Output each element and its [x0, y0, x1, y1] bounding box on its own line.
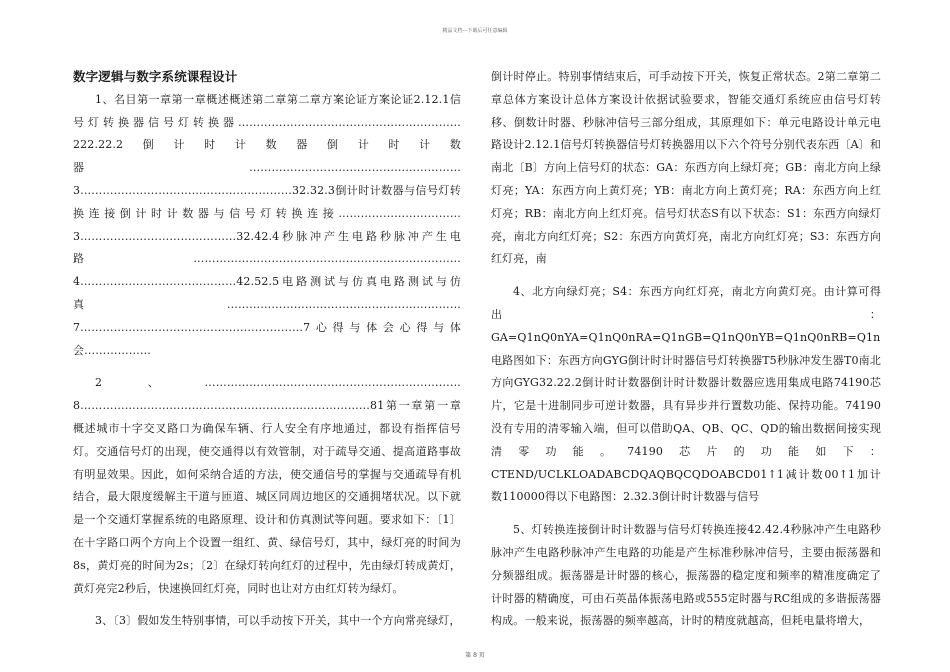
paragraph-5: 5、灯转换连接倒计时计数器与信号灯转换连接42.42.4秒脉冲产生电路秒脉冲产生电路秒脉冲产生电路的功能是产生标准秒脉冲信号，主要由振荡器和分频器组成。振荡器是计时器的核心，振荡器的稳定度和频率的精准度确定了计时器的精确度，可由石英晶体振荡电路或555定时器与RC组成的多谐振荡器构成。一般来说，振荡器的频率越高，计时的精度就越高，但耗电量将增大，	[491, 523, 881, 628]
paragraph-2: 2、……………………………………………………………8……………………………………………………………………81第一章第一章概述城市十字交叉路口为确保车辆、行人安全有序地通过，都设有指挥信号灯。交通信号灯的出现，使交通得以有效管制，对于疏导交通、提高道路事故有明显效果。因此，如何采纳合适的方法，使交通信号的掌握与交通疏导有机结合，最大限度缓解主干道与匝道、城区同周边地区的交通拥堵状况。以下就是一个交通灯掌握系统的电路原理、设计和仿真测试等问题。要求如下：〔1〕在十字路口两个方向上个设置一组红、黄、绿信号灯，其中，绿灯亮的时间为8s，黄灯亮的时间为2s；〔2〕在绿灯转向红灯的过程中，先由绿灯转成黄灯，黄灯亮完2秒后，快速换回红灯亮，同时也让对方由红灯转为绿灯。	[73, 376, 461, 595]
paragraph-4: 4、北方向绿灯亮；S4：东西方向红灯亮，南北方向黄灯亮。由计算可得出：GA=Q1nQ0nYA=Q1nQ0nRA=Q1nGB=Q1nQ0nYB=Q1nQ0nRB=Q1n电路图如下：东西方向GYG倒计时计时器信号灯转换器T5秒脉冲发生器T0南北方向GYG32.22.2倒计时计数器倒计时计数器计数器应选用集成电路74190芯片，它是十进制同步可逆计数器，具有异步并行置数功能、保持功能。74190没有专用的清零输入端，但可以借助QA、QB、QC、QD的输出数据间接实现清零功能。74190芯片的功能如下：CTEND/UCLKLOADABCDQAQBQCQDOABCD01↑1减计数00↑1加计数110000得以下电路图：2.32.3倒计时计数器与信号	[491, 285, 881, 504]
page-header: 精品文档---下载后可任意编辑	[442, 28, 508, 34]
paragraph-3: 3、〔3〕假如发生特别事情，可以手动按下开关，其中一个方向常亮绿灯，	[95, 614, 461, 628]
right-column	[491, 66, 881, 634]
document-title: 数字逻辑与数字系统课程设计	[73, 69, 238, 84]
paragraph-3-continued: 倒计时停止。特别事情结束后，可手动按下开关，恢复正常状态。2第二章第二章总体方案设计总体方案设计依据试验要求，智能交通灯系统应由信号灯转移、倒数计时器、秒脉冲信号三部分组成，其原理如下：单元电路设计单元电路设计2.12.1信号灯转换器信号灯转换器用以下六个符号分别代表东西〔A〕和南北〔B〕方向上信号灯的状态：GA：东西方向上绿灯亮；GB：南北方向上绿灯亮；YA：东西方向上黄灯亮；YB：南北方向上黄灯亮；RA：东西方向上红灯亮；RB：南北方向上红灯亮。信号灯状态S有以下状态：S1：东西方向绿灯亮，南北方向红灯亮；S2：东西方向黄灯亮，南北方向红灯亮；S3：东西方向红灯亮，南	[491, 70, 881, 266]
left-column	[73, 66, 461, 634]
paragraph-1: 1、名目第一章第一章概述概述第二章第二章方案论证方案论证2.12.1信号灯转换器信号灯转换器……………………………………………………222.22.2倒计时计数器倒计时计数器…………………………………………………3…………………………………………………32.32.3倒计时计数器与信号灯转换连接倒计时计数器与信号灯转换连接……………………………3……………………………………32.42.4秒脉冲产生电路秒脉冲产生电路………………………………………………………………4……………………………………42.52.5电路测试与仿真电路测试与仿真………………………………………………………7……………………………………………………7心得与体会心得与体会………………	[73, 92, 461, 357]
page-number: 第 8 页	[465, 652, 485, 659]
